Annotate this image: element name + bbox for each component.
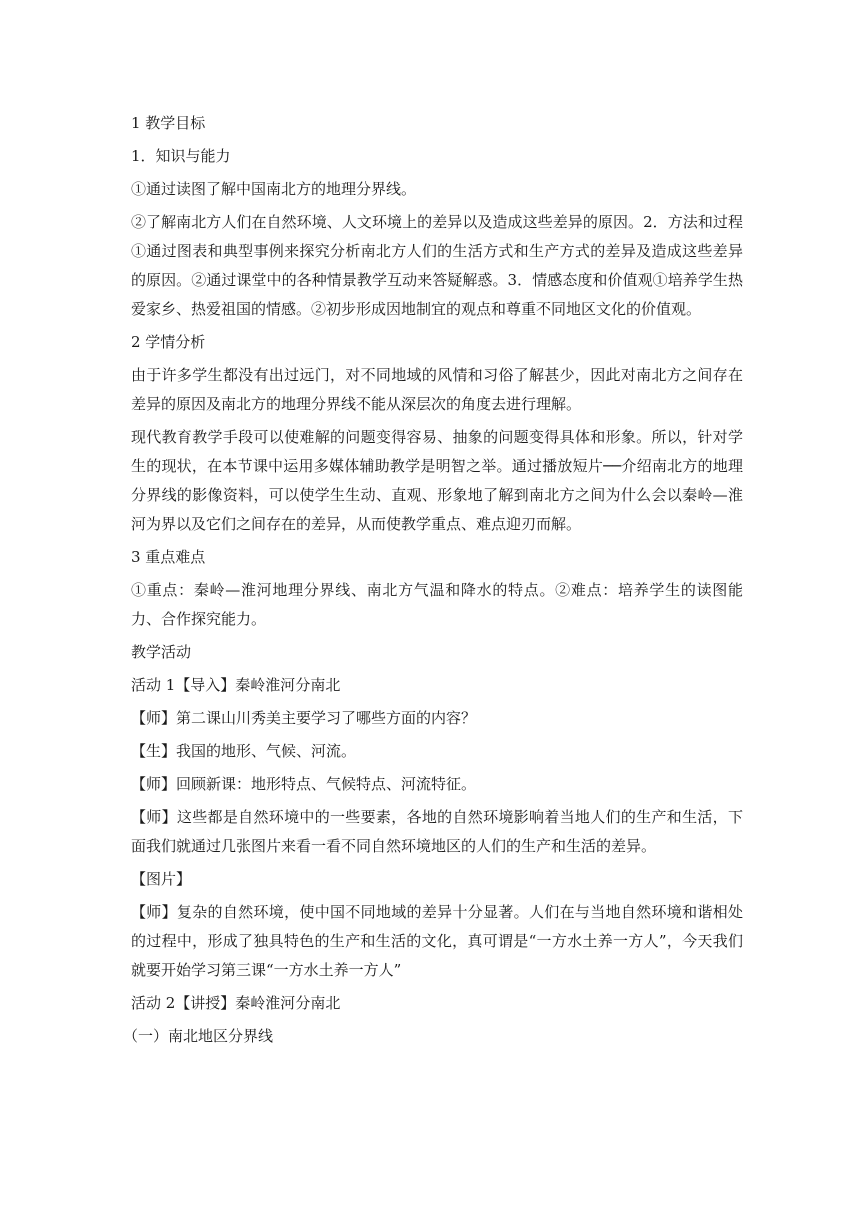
section-heading-boundary: （一）南北地区分界线 [123,1027,274,1045]
document-body [123,109,743,1055]
dialog-line: 【师】这些都是自然环境中的一些要素，各地的自然环境影响着当地人们的生产和生活，下面我们就通过几张图片来看一看不同自然环境地区的人们的生产和生活的差异。 [131,808,743,855]
dialog-line: 【生】我国的地形、气候、河流。 [131,742,357,760]
paragraph-goal-1: ①通过读图了解中国南北方的地理分界线。 [131,180,417,198]
image-placeholder-label: 【图片】 [131,870,192,888]
activity-2-title: 活动 2【讲授】秦岭淮河分南北 [131,994,341,1012]
heading-student-analysis: 2 学情分析 [131,333,206,351]
dialog-line: 【师】回顾新课：地形特点、气候特点、河流特征。 [131,775,477,793]
paragraph-student-analysis-1: 由于许多学生都没有出过远门，对不同地域的风情和习俗了解甚少，因此对南北方之间存在差异的原因及南北方的地理分界线不能从深层次的角度去进行理解。 [131,366,743,413]
heading-teaching-activities: 教学活动 [131,643,192,661]
heading-teaching-goals: 1 教学目标 [131,114,206,132]
dialog-line: 【师】第二课山川秀美主要学习了哪些方面的内容？ [131,709,477,727]
subheading-knowledge-ability: 1．知识与能力 [131,147,231,165]
heading-key-difficulties: 3 重点难点 [131,548,206,566]
dialog-line: 【师】复杂的自然环境，使中国不同地域的差异十分显著。人们在与当地自然环境和谐相处的过程中，形成了独具特色的生产和生活的文化，真可谓是“一方水土养一方人”，今天我们就要开始学习第三课“一方水土养一方人” [131,903,743,979]
paragraph-key-difficulties: ①重点：秦岭—淮河地理分界线、南北方气温和降水的特点。②难点：培养学生的读图能力、合作探究能力。 [131,581,743,628]
paragraph-student-analysis-2: 现代教育教学手段可以使难解的问题变得容易、抽象的问题变得具体和形象。所以，针对学生的现状，在本节课中运用多媒体辅助教学是明智之举。通过播放短片──介绍南北方的地理分界线的影像资料，可以使学生生动、直观、形象地了解到南北方之间为什么会以秦岭—淮河为界以及它们之间存在的差异，从而使教学重点、难点迎刃而解。 [131,428,743,533]
paragraph-goals-detail: ②了解南北方人们在自然环境、人文环境上的差异以及造成这些差异的原因。2．方法和过程①通过图表和典型事例来探究分析南北方人们的生活方式和生产方式的差异及造成这些差异的原因。②通过课堂中的各种情景教学互动来答疑解惑。3．情感态度和价值观①培养学生热爱家乡、热爱祖国的情感。②初步形成因地制宜的观点和尊重不同地区文化的价值观。 [131,213,743,318]
activity-1-title: 活动 1【导入】秦岭淮河分南北 [131,676,341,694]
